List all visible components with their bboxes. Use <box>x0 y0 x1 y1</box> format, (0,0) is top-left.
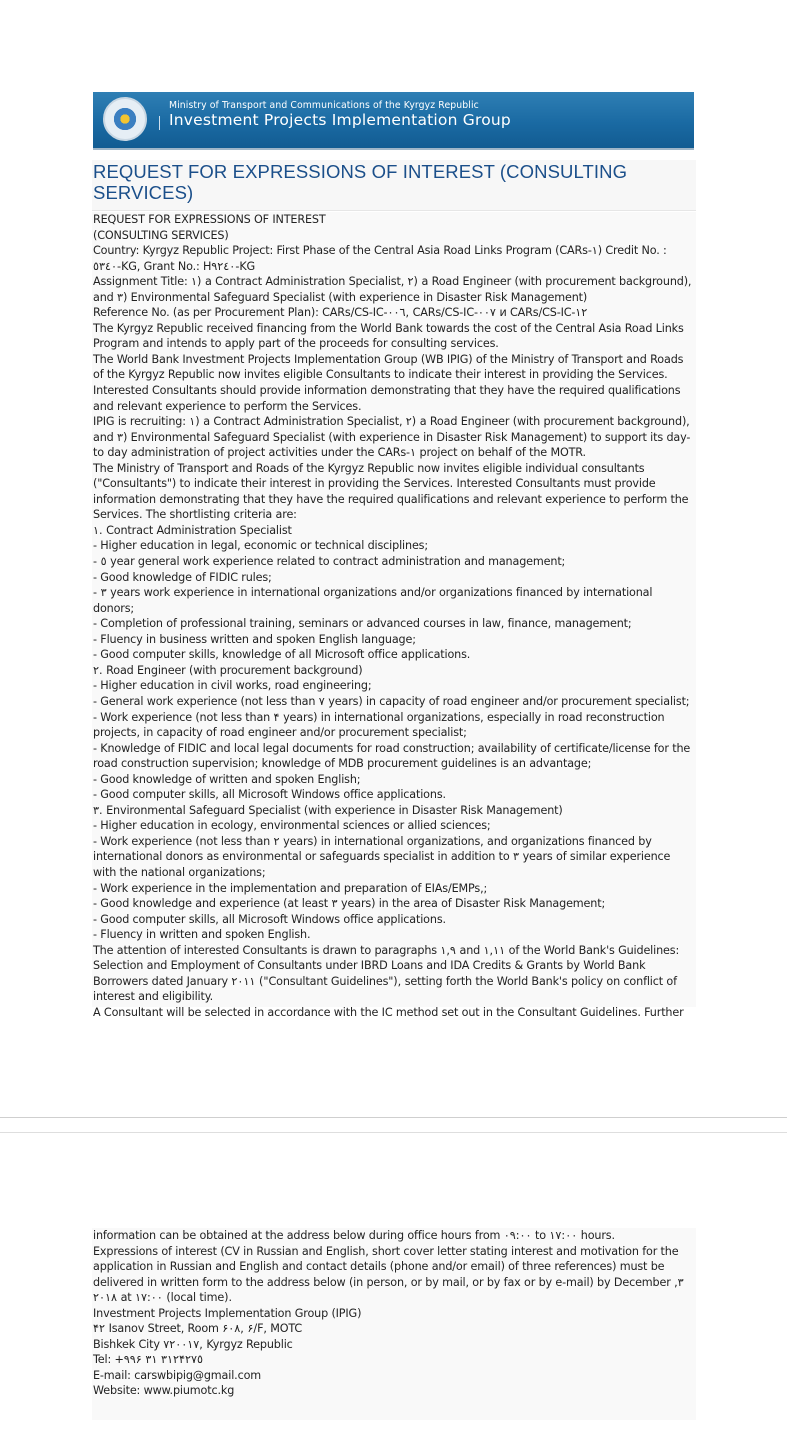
list-item: - Good knowledge of written and spoken English; <box>93 772 361 786</box>
list-item: - Completion of professional training, seminars or advanced courses in law, finance, management; <box>93 617 632 631</box>
group-name: Investment Projects Implementation Group <box>169 111 511 129</box>
list-item: - Higher education in civil works, road engineering; <box>93 679 372 693</box>
page-break-divider <box>0 1132 787 1133</box>
paragraph: The attention of interested Consultants is drawn to paragraphs ١,٩ and ١,١١ of the World Bank's Guidelines: Selection and Employment of Consultants under IBRD Loans and IDA Credits & Grants by World Bank Borrowers dated January ٢٠١١ ("Consultant Guidelines"), setting forth the World Bank's policy on conflict of interest and eligibility. <box>93 943 680 1004</box>
contact-line: ۴٢ Isanov Street, Room ۶٠٨, ۶/F, MOTC <box>93 1322 303 1336</box>
list-item: - ٥ year general work experience related to contract administration and management; <box>93 555 566 569</box>
paragraph: The Ministry of Transport and Roads of the Kyrgyz Republic now invites eligible individual consultants ("Consultants") to indicate their interest in providing the Services. Interested Consultants must provide information demonstrating that they have the required qualifications and relevant experience to perform the Services. The shortlisting criteria are: <box>93 461 689 522</box>
page-title: REQUEST FOR EXPRESSIONS OF INTEREST (CONSULTING SERVICES) <box>93 161 628 203</box>
paragraph: A Consultant will be selected in accordance with the IC method set out in the Consultant Guidelines. Further <box>93 1005 684 1019</box>
paragraph: information can be obtained at the address below during office hours from ٠٩:٠٠ to ١٧:٠٠ hours. <box>93 1229 615 1242</box>
list-item: - Good computer skills, all Microsoft Windows office applications. <box>93 788 446 802</box>
paragraph: The World Bank Investment Projects Implementation Group (WB IPIG) of the Ministry of Transport and Roads of the Kyrgyz Republic now invites eligible Consultants to indicate their interest in providing the Services. Interested Consultants should provide information demonstrating that they have the required qualifications and relevant experience to perform the Services. <box>93 352 684 413</box>
paragraph: The Kyrgyz Republic received financing from the World Bank towards the cost of the Central Asia Road Links Program and intends to apply part of the proceeds for consulting services. <box>93 321 684 351</box>
list-item: - Work experience (not less than ۴ years) in international organizations, especially in road reconstruction projects, in capacity of road engineer and/or procurement specialist; <box>93 710 665 740</box>
paragraph: REQUEST FOR EXPRESSIONS OF INTEREST <box>93 213 326 226</box>
page-break-divider <box>0 1117 787 1118</box>
title-box <box>92 160 696 211</box>
paragraph: IPIG is recruiting: ١) a Contract Administration Specialist, ٢) a Road Engineer (with procurement background), and ٣) Environmental Safeguard Specialist (with experience in Disaster Risk Management) to support its day-to day administration of project activities under the CARs-١ project on behalf of the MOTR. <box>93 415 691 460</box>
contact-line: E-mail: carswbipig@gmail.com <box>93 1368 262 1382</box>
section-heading: ٣. Environmental Safeguard Specialist (with experience in Disaster Risk Management) <box>93 803 563 817</box>
contact-line: Investment Projects Implementation Group (IPIG) <box>93 1306 362 1320</box>
banner-separator <box>159 116 160 130</box>
list-item: - Higher education in ecology, environmental sciences or allied sciences; <box>93 819 491 833</box>
list-item: - Knowledge of FIDIC and local legal documents for road construction; availability of certificate/license for the road construction supervision; knowledge of MDB procurement guidelines is an advantage; <box>93 741 691 771</box>
paragraph: Reference No. (as per Procurement Plan): CARs/CS-IC-٠٠٦, CARs/CS-IC-٠٠٧ и CARs/CS-IC-١٢ <box>93 306 588 320</box>
body-text <box>92 212 696 1020</box>
list-item: - Work experience in the implementation and preparation of EIAs/EMPs,; <box>93 881 488 895</box>
ministry-emblem-icon <box>103 97 147 141</box>
list-item: - Higher education in legal, economic or technical disciplines; <box>93 539 428 553</box>
ministry-name: Ministry of Transport and Communications of the Kyrgyz Republic <box>169 100 479 111</box>
contact-line: Tel: +٩٩۶ ٣١٢ ٣١۴٢٧٥ <box>93 1353 204 1367</box>
paragraph: (CONSULTING SERVICES) <box>93 228 229 242</box>
paragraph: Assignment Title: ١) a Contract Administration Specialist, ٢) a Road Engineer (with procurement background), and ٣) Environmental Safeguard Specialist (with experience in Disaster Risk Management) <box>93 275 692 304</box>
list-item: - Good computer skills, all Microsoft Windows office applications. <box>93 912 446 926</box>
paragraph: Expressions of interest (CV in Russian and English, short cover letter stating interest and motivation for the application in Russian and English and contact details (phone and/or email) of three references) must be delivered in written form to the address below (in person, or by mail, or by fax or by e-mail) by December ٣, ٢٠١٨ at ١٧:٠٠ (local time). <box>93 1244 684 1305</box>
body-text <box>92 1228 696 1399</box>
contact-line: Website: www.piumotc.kg <box>93 1384 235 1398</box>
document-body-page-1 <box>92 212 696 1019</box>
list-item: - Good knowledge of FIDIC rules; <box>93 570 272 584</box>
list-item: - Work experience (not less than ٢ years) in international organizations, and organizations financed by international donors as environmental or safeguards specialist in addition to ٣ years of similar experience with the national organizations; <box>93 834 671 879</box>
list-item: - Good computer skills, knowledge of all Microsoft office applications. <box>93 648 471 662</box>
document-body-page-2 <box>92 1228 696 1420</box>
paragraph: Country: Kyrgyz Republic Project: First Phase of the Central Asia Road Links Program (CARs-١) Credit No. : ٥٣٤٠-KG, Grant No.: H٩٢٤٠-KG <box>93 244 667 273</box>
section-heading: ٢. Road Engineer (with procurement background) <box>93 663 363 677</box>
list-item: - Fluency in written and spoken English. <box>93 928 311 942</box>
contact-line: Bishkek City ٧٢٠٠١٧, Kyrgyz Republic <box>93 1337 293 1351</box>
list-item: - Good knowledge and experience (at least ٣ years) in the area of Disaster Risk Management; <box>93 897 606 911</box>
list-item: - General work experience (not less than ٧ years) in capacity of road engineer and/or procurement specialist; <box>93 694 690 708</box>
list-item: - Fluency in business written and spoken English language; <box>93 632 416 646</box>
header-banner <box>93 92 694 150</box>
section-heading: ١. Contract Administration Specialist <box>93 523 292 537</box>
list-item: - ٣ years work experience in international organizations and/or organizations financed by international donors; <box>93 586 653 615</box>
